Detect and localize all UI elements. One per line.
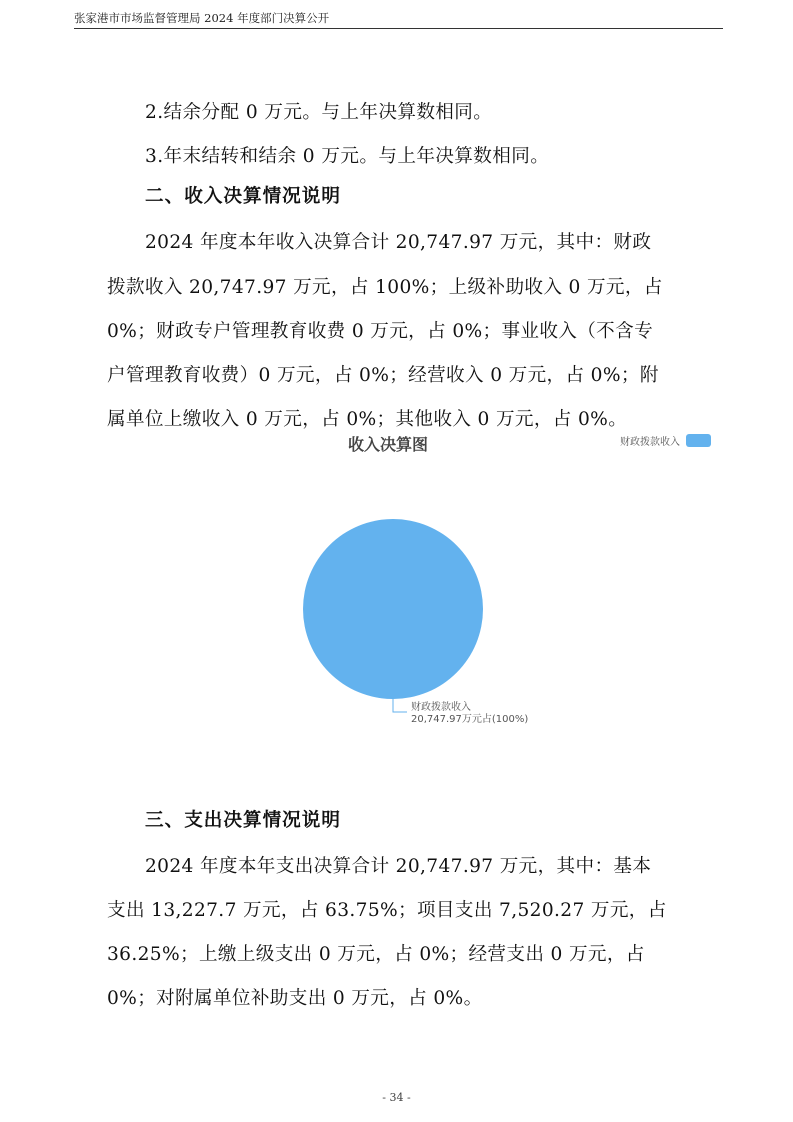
expenditure-paragraph-line: 支出 13,227.7 万元，占 63.75%；项目支出 7,520.27 万元，占: [107, 900, 667, 921]
page-number: - 34 -: [382, 1091, 411, 1104]
legend-label: 财政拨款收入: [620, 437, 680, 448]
income-paragraph-line: 拨款收入 20,747.97 万元，占 100%；上级补助收入 0 万元，占: [107, 277, 663, 298]
pie-data-label-name: 财政拨款收入: [411, 702, 471, 713]
income-paragraph-line: 属单位上缴收入 0 万元，占 0%；其他收入 0 万元，占 0%。: [107, 409, 628, 430]
paragraph-surplus-distribution: 2.结余分配 0 万元。与上年决算数相同。: [145, 102, 493, 123]
expenditure-paragraph-line: 36.25%；上缴上级支出 0 万元，占 0%；经营支出 0 万元，占: [107, 944, 645, 965]
pie-data-label-value: 20,747.97万元占(100%): [411, 714, 529, 725]
pie-slice: [303, 519, 483, 699]
income-paragraph-line: 户管理教育收费）0 万元，占 0%；经营收入 0 万元，占 0%；附: [107, 365, 659, 386]
section-heading-income: 二、收入决算情况说明: [145, 186, 341, 207]
document-header: 张家港市市场监督管理局 2024 年度部门决算公开: [74, 11, 330, 25]
section-heading-expenditure: 三、支出决算情况说明: [145, 810, 341, 831]
paragraph-year-end-carryover: 3.年末结转和结余 0 万元。与上年决算数相同。: [145, 146, 550, 167]
chart-title: 收入决算图: [348, 435, 429, 454]
expenditure-paragraph-line: 0%；对附属单位补助支出 0 万元，占 0%。: [107, 988, 483, 1009]
income-paragraph-line: 0%；财政专户管理教育收费 0 万元，占 0%；事业收入（不含专: [107, 321, 654, 342]
expenditure-paragraph-line: 2024 年度本年支出决算合计 20,747.97 万元，其中：基本: [145, 856, 652, 877]
pie-leader-line: [393, 697, 407, 712]
income-paragraph-line: 2024 年度本年收入决算合计 20,747.97 万元，其中：财政: [145, 232, 652, 253]
